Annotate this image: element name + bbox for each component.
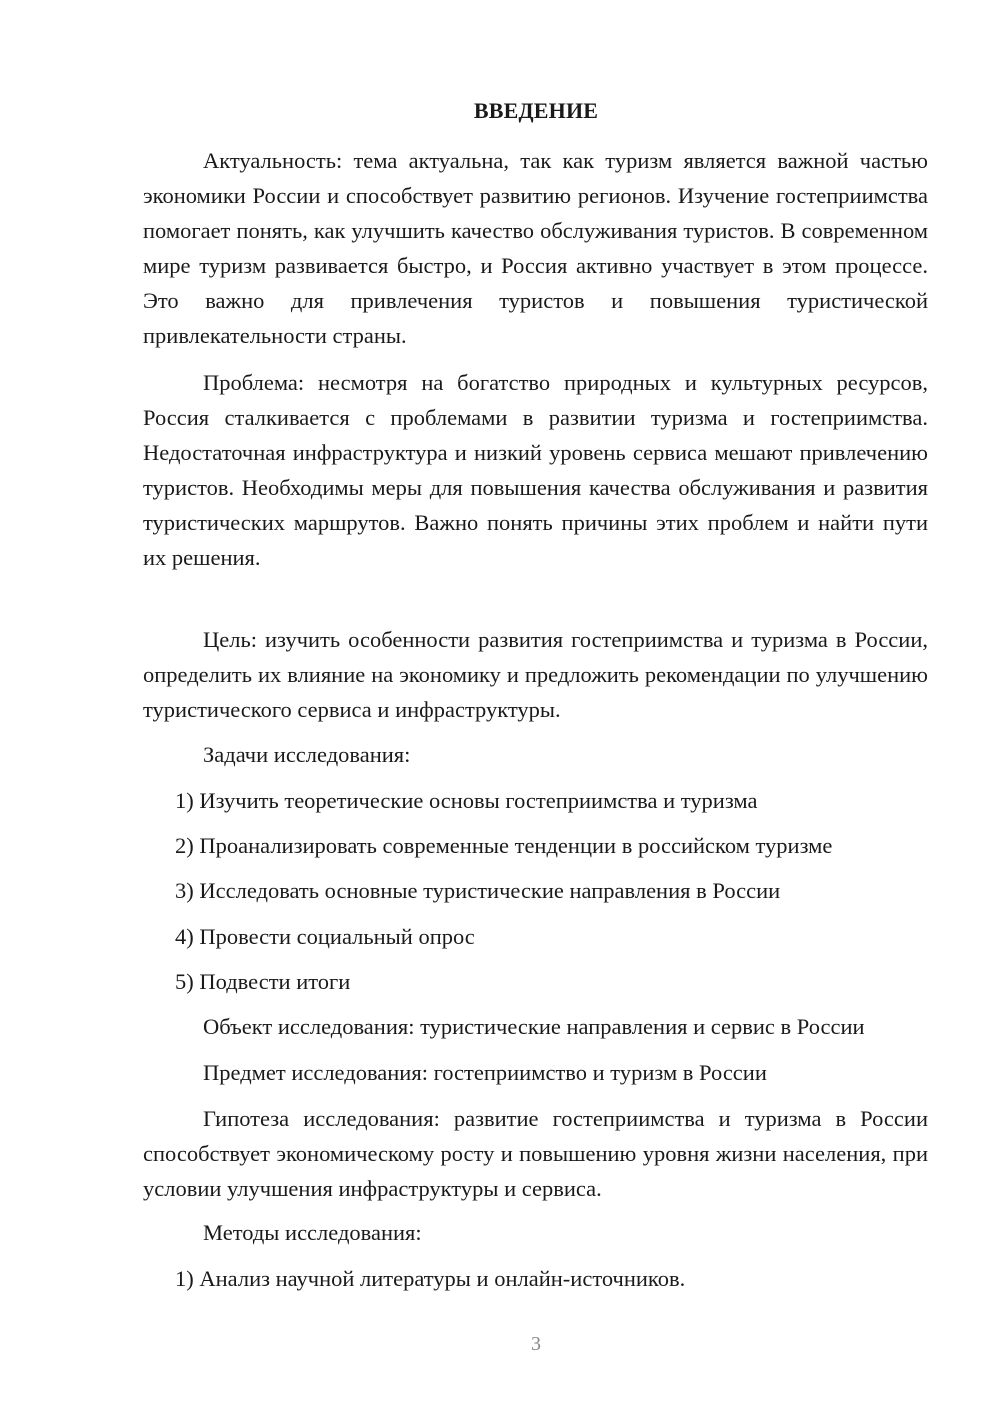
tasks-heading: Задачи исследования: [203, 742, 411, 767]
object-line: Объект исследования: туристические направления и сервис в России [203, 1014, 865, 1039]
goal-paragraph: Цель: изучить особенности развития гостеприимства и туризма в России, определить их влияние на экономику и предложить рекомендации по улучшению туристического сервиса и инфраструктуры. [143, 627, 928, 722]
page-number: 3 [531, 1333, 541, 1355]
task-item-1: 1) Изучить теоретические основы гостеприимства и туризма [175, 788, 758, 813]
method-item-1: 1) Анализ научной литературы и онлайн-источников. [175, 1266, 686, 1291]
task-item-4: 4) Провести социальный опрос [175, 924, 475, 949]
subject-line: Предмет исследования: гостеприимство и туризм в России [203, 1060, 767, 1085]
relevance-paragraph: Актуальность: тема актуальна, так как туризм является важной частью экономики России и способствует развитию регионов. Изучение гостеприимства помогает понять, как улучшить качество обслуживания туристов. В современном мире туризм развивается быстро, и Россия активно участвует в этом процессе. Это важно для привлечения туристов и повышения туристической привлекательности страны. [143, 148, 928, 348]
page-title: ВВЕДЕНИЕ [473, 98, 599, 123]
task-item-2: 2) Проанализировать современные тенденции в российском туризме [175, 833, 833, 858]
task-item-5: 5) Подвести итоги [175, 969, 351, 994]
task-item-3: 3) Исследовать основные туристические направления в России [175, 878, 781, 903]
methods-heading: Методы исследования: [203, 1220, 422, 1245]
hypothesis-paragraph: Гипотеза исследования: развитие гостеприимства и туризма в России способствует экономическому росту и повышению уровня жизни населения, при условии улучшения инфраструктуры и сервиса. [143, 1106, 928, 1201]
problem-paragraph: Проблема: несмотря на богатство природных и культурных ресурсов, Россия сталкивается с проблемами в развитии туризма и гостеприимства. Недостаточная инфраструктура и низкий уровень сервиса мешают привлечению туристов. Необходимы меры для повышения качества обслуживания и развития туристических маршрутов. Важно понять причины этих проблем и найти пути их решения. [143, 370, 928, 570]
